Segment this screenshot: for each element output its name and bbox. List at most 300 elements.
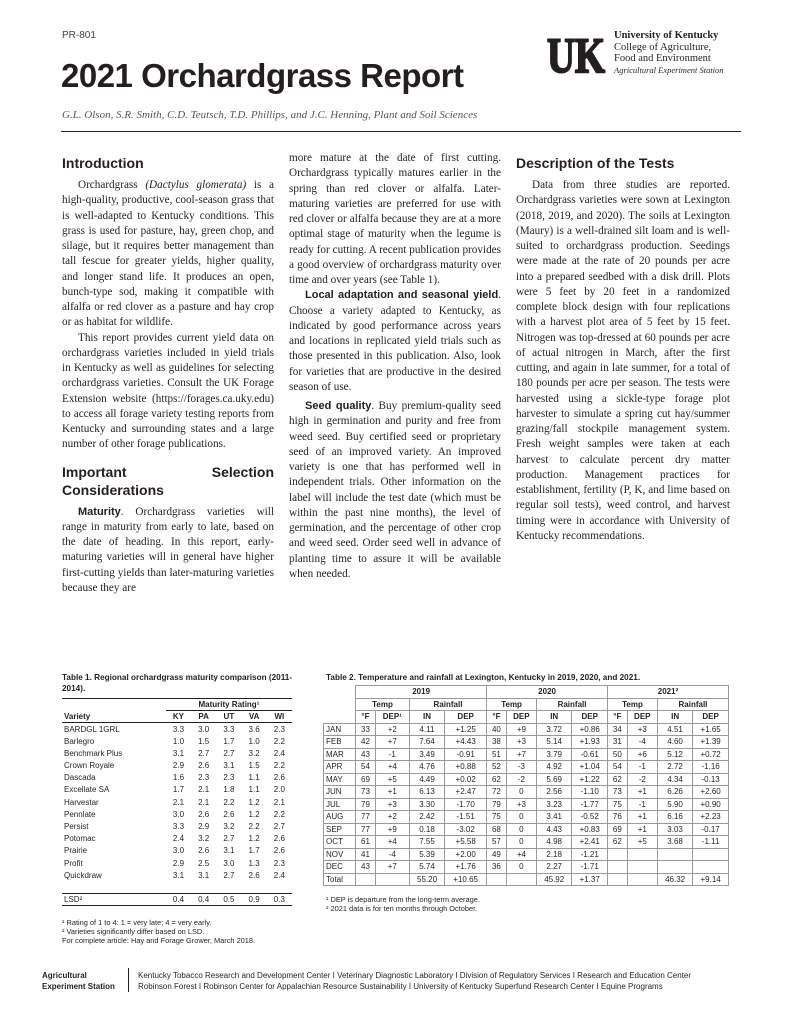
- table-cell: 76: [608, 811, 628, 824]
- intro-paragraph-1: Orchardgrass (Dactylus glomerata) is a high-quality, productive, cool-season grass that is well-adapted to Kentucky conditions. This grass is used for pasture, hay, green chop, and silage, but it requires better management than tall fescue for greater yields, higher quality, and longer stand life. It produces an open, bunch-type sod, making it compatible with alfalfa or red clover as a pasture and hay crop or as habitat for wildlife.: [62, 179, 274, 329]
- maturity-lead: Maturity: [78, 505, 121, 518]
- local-lead: Local adaptation and seasonal yield: [305, 289, 499, 302]
- table-cell: 1.0: [248, 736, 260, 746]
- table-cell: 62: [608, 773, 628, 786]
- header-divider: [61, 131, 741, 132]
- table-cell: 2.2: [273, 736, 285, 746]
- table-cell: 2.3: [273, 858, 285, 868]
- table-cell: 2.42: [409, 811, 444, 824]
- variety-name: Harvestar: [64, 797, 99, 807]
- table-cell: 31: [608, 736, 628, 749]
- table-cell: 1.3: [248, 858, 260, 868]
- table-cell: 2.6: [273, 846, 285, 856]
- table-cell: [506, 873, 536, 886]
- table-cell: 2.2: [223, 797, 235, 807]
- table-cell: 5.74: [409, 861, 444, 874]
- maturity-group-header: Maturity Rating¹: [166, 699, 292, 711]
- maturity-table: [62, 698, 292, 906]
- table-cell: 3.23: [537, 798, 572, 811]
- table-cell: 3.1: [223, 761, 235, 771]
- authors-line: G.L. Olson, S.R. Smith, C.D. Teutsch, T.D. Phillips, and J.C. Henning, Plant and Soil Sciences: [62, 109, 478, 121]
- table-cell: 69: [356, 773, 376, 786]
- table-cell: 3.2: [248, 748, 260, 758]
- table-cell: 43: [356, 861, 376, 874]
- table-cell: 2.6: [198, 761, 210, 771]
- table-cell: +3: [375, 798, 409, 811]
- college-line-1: College of Agriculture,: [614, 41, 712, 53]
- table-cell: -1.21: [572, 848, 608, 861]
- table-cell: 75: [608, 798, 628, 811]
- university-name: University of Kentucky: [614, 30, 719, 41]
- table-cell: 2.9: [198, 821, 210, 831]
- table-cell: +1.65: [693, 723, 729, 736]
- table-cell: +1: [627, 786, 657, 799]
- table-cell: [627, 861, 657, 874]
- table-row: [62, 833, 292, 845]
- sub-header: DEP: [445, 711, 487, 724]
- table-cell: -0.13: [693, 773, 729, 786]
- sub-header: IN: [409, 711, 444, 724]
- table-cell: +1.25: [445, 723, 487, 736]
- table-cell: 2.3: [273, 724, 285, 734]
- table-cell: 2.2: [273, 761, 285, 771]
- table-cell: 1.0: [172, 736, 185, 746]
- table-cell: 79: [487, 798, 507, 811]
- year-header: 2019: [356, 686, 487, 699]
- table-cell: 5.39: [409, 848, 444, 861]
- table-cell: 2.1: [198, 797, 210, 807]
- table-cell: 0: [506, 861, 536, 874]
- lsd-cell: 0.4: [191, 893, 216, 905]
- table-cell: -0.61: [572, 748, 608, 761]
- table-cell: +2.41: [572, 836, 608, 849]
- table-cell: 73: [356, 786, 376, 799]
- table-cell: +1.04: [572, 761, 608, 774]
- table-cell: +7: [506, 748, 536, 761]
- table-cell: 1.6: [172, 773, 185, 783]
- table-cell: 3.2: [198, 834, 210, 844]
- table-cell: +7: [375, 861, 409, 874]
- table-cell: 2.72: [657, 761, 692, 774]
- table-row: [62, 869, 292, 881]
- month-label: NOV: [324, 848, 356, 861]
- variety-name: Potomac: [64, 834, 96, 844]
- table-cell: 2.6: [248, 870, 260, 880]
- table-cell: +3: [506, 798, 536, 811]
- local-adaptation-paragraph: Local adaptation and seasonal yield. Choose a variety adapted to Kentucky, as indicated by good performance across years and locations in replicated yield trials such as those presented in this publication. Also, look for varieties that are productive in the desired season of use.: [289, 289, 501, 393]
- table-cell: 4.76: [409, 761, 444, 774]
- table-cell: 54: [356, 761, 376, 774]
- table-row: [324, 836, 729, 849]
- table-cell: 62: [608, 836, 628, 849]
- table-cell: -4: [627, 736, 657, 749]
- table-cell: +1.93: [572, 736, 608, 749]
- table-cell: 5.14: [537, 736, 572, 749]
- table-cell: 2.6: [198, 809, 210, 819]
- table-cell: 33: [356, 723, 376, 736]
- table-cell: 1.2: [248, 809, 260, 819]
- table-cell: 2.7: [223, 870, 235, 880]
- table1-footnote-2: ² Varieties significantly differ based on LSD.: [62, 927, 205, 936]
- table-row: [62, 759, 292, 771]
- table-cell: -1: [627, 761, 657, 774]
- table-cell: +0.83: [572, 823, 608, 836]
- variety-name: Dascada: [64, 773, 96, 783]
- table-cell: -1.77: [572, 798, 608, 811]
- table-cell: [487, 873, 507, 886]
- table-cell: 77: [356, 823, 376, 836]
- footer-line-1: Kentucky Tobacco Research and Development Center I Veterinary Diagnostic Laboratory I Division of Regulatory Services I Research and Education Center: [138, 971, 692, 980]
- college-line-2: Food and Environment: [614, 53, 711, 64]
- temp-header: Temp: [356, 698, 410, 711]
- footer-programs: [138, 970, 691, 992]
- table-row: [62, 820, 292, 832]
- table-cell: 4.98: [537, 836, 572, 849]
- uk-logo: [547, 27, 606, 83]
- table-cell: 4.49: [409, 773, 444, 786]
- table-cell: 57: [487, 836, 507, 849]
- table-cell: 54: [608, 761, 628, 774]
- variety-name: Crown Royale: [64, 761, 115, 771]
- table-cell: 3.3: [223, 724, 235, 734]
- table-cell: 1.1: [248, 785, 260, 795]
- sub-header: DEP: [627, 711, 657, 724]
- table-cell: 3.3: [172, 821, 185, 831]
- month-label: JAN: [324, 723, 356, 736]
- table-cell: +9: [506, 723, 536, 736]
- table-cell: 2.56: [537, 786, 572, 799]
- table-cell: 2.0: [273, 785, 285, 795]
- variety-name: Excellate SA: [64, 785, 110, 795]
- table-row: [62, 772, 292, 784]
- table-cell: 6.13: [409, 786, 444, 799]
- table-row: [62, 735, 292, 747]
- table-cell: 1.7: [248, 846, 260, 856]
- table-cell: [657, 861, 692, 874]
- table-cell: 73: [608, 786, 628, 799]
- table-row: [62, 808, 292, 820]
- col-header: PA: [191, 711, 216, 723]
- variety-name: Profit: [64, 858, 83, 868]
- table-cell: +3: [506, 736, 536, 749]
- table-cell: 1.5: [198, 736, 210, 746]
- month-label: MAR: [324, 748, 356, 761]
- table-cell: 3.0: [172, 809, 185, 819]
- table-cell: +2.47: [445, 786, 487, 799]
- table-cell: 51: [487, 748, 507, 761]
- sub-header: IN: [537, 711, 572, 724]
- table-cell: 3.3: [172, 724, 185, 734]
- table-row: [324, 861, 729, 874]
- table-cell: 42: [356, 736, 376, 749]
- table-cell: 2.2: [273, 809, 285, 819]
- lsd-cell: 0.9: [242, 893, 267, 905]
- table-cell: 2.7: [223, 748, 235, 758]
- month-label: OCT: [324, 836, 356, 849]
- table-cell: [608, 873, 628, 886]
- footer-station: Agricultural Experiment Station: [42, 971, 115, 991]
- table-cell: +1.39: [693, 736, 729, 749]
- table-cell: 3.0: [172, 846, 185, 856]
- table2-caption: Table 2. Temperature and rainfall at Lexington, Kentucky in 2019, 2020, and 2021.: [326, 673, 641, 682]
- table-cell: 3.1: [223, 846, 235, 856]
- year-header: 2020: [487, 686, 608, 699]
- table-cell: +6: [627, 748, 657, 761]
- footer-line-2: Robinson Forest I Robinson Center for Appalachian Resource Sustainability I University of Kentucky Superfund Research Center I Equine Programs: [138, 982, 663, 991]
- sub-header: °F: [608, 711, 628, 724]
- intro-paragraph-2: This report provides current yield data on orchardgrass varieties included in yield trials in Kentucky as well as guidelines for selecting orchardgrass varieties. Consult the UK Forage Extension website (https://forages.ca.uky.edu) to access all forage variety testing reports from Kentucky and surrounding states and a large number of other forage publications.: [62, 331, 274, 451]
- month-label: APR: [324, 761, 356, 774]
- table-cell: 46.32: [657, 873, 692, 886]
- table-cell: [657, 848, 692, 861]
- table-cell: +0.86: [572, 723, 608, 736]
- table-cell: 0: [506, 823, 536, 836]
- lsd-label: LSD²: [62, 893, 166, 905]
- table-cell: 4.11: [409, 723, 444, 736]
- table-cell: +0.90: [693, 798, 729, 811]
- table-cell: 75: [487, 811, 507, 824]
- table-row: [62, 857, 292, 869]
- table-row: [324, 798, 729, 811]
- table-cell: -1.16: [693, 761, 729, 774]
- station-name: Agricultural Experiment Station: [614, 64, 724, 75]
- table-cell: 3.68: [657, 836, 692, 849]
- weather-table-body: [324, 723, 729, 886]
- table2-footnote-2: ² 2021 data is for ten months through October.: [326, 904, 478, 913]
- table-cell: 2.4: [172, 834, 185, 844]
- variety-name: Quickdraw: [64, 870, 102, 880]
- table-cell: -0.91: [445, 748, 487, 761]
- table-cell: 2.18: [537, 848, 572, 861]
- table-row: [62, 747, 292, 759]
- table-cell: 0: [506, 786, 536, 799]
- table-cell: +1.37: [572, 873, 608, 886]
- table-cell: -1.11: [693, 836, 729, 849]
- lsd-cell: 0.5: [216, 893, 241, 905]
- month-label: JUL: [324, 798, 356, 811]
- sub-header: °F: [487, 711, 507, 724]
- table-cell: [356, 873, 376, 886]
- table-cell: 3.1: [172, 748, 185, 758]
- table-cell: 41: [356, 848, 376, 861]
- table-cell: -1: [627, 798, 657, 811]
- table-cell: -1.70: [445, 798, 487, 811]
- table-row: [324, 723, 729, 736]
- table-cell: +1.22: [572, 773, 608, 786]
- table-cell: 52: [487, 761, 507, 774]
- table-cell: 2.3: [198, 773, 210, 783]
- table-cell: 1.7: [223, 736, 235, 746]
- table-cell: [608, 848, 628, 861]
- heading-selection: Important Selection Considerations: [62, 463, 274, 498]
- col-header: KY: [166, 711, 191, 723]
- table-cell: 2.5: [198, 858, 210, 868]
- table-cell: 3.30: [409, 798, 444, 811]
- col-header: UT: [216, 711, 241, 723]
- footer-divider: [128, 968, 129, 992]
- latin-name: (Dactylus glomerata): [145, 179, 247, 191]
- table-cell: 40: [487, 723, 507, 736]
- table-cell: +7: [375, 736, 409, 749]
- table-row: [62, 796, 292, 808]
- table-cell: +10.65: [445, 873, 487, 886]
- table-cell: 1.1: [248, 773, 260, 783]
- table-cell: 5.12: [657, 748, 692, 761]
- variety-name: Prairie: [64, 846, 88, 856]
- table-cell: -1.71: [572, 861, 608, 874]
- table-cell: +5: [627, 836, 657, 849]
- table-cell: 1.7: [172, 785, 185, 795]
- table-cell: +3: [627, 723, 657, 736]
- maturity-paragraph: Maturity. Orchardgrass varieties will range in maturity from early to late, based on the date of heading. In this report, early-maturing varieties will in general have higher first-cutting yields than later-maturing varieties because they are: [62, 505, 274, 594]
- table-cell: 5.69: [537, 773, 572, 786]
- table-cell: 4.92: [537, 761, 572, 774]
- rain-header: Rainfall: [537, 698, 608, 711]
- university-block: [614, 30, 724, 76]
- column-1: [62, 150, 274, 596]
- table-cell: 1.5: [248, 761, 260, 771]
- month-label: MAY: [324, 773, 356, 786]
- table-cell: 7.64: [409, 736, 444, 749]
- table2-footnote-1: ¹ DEP is departure from the long-term average.: [326, 895, 480, 904]
- table-cell: 2.4: [273, 870, 285, 880]
- table-cell: +2.23: [693, 811, 729, 824]
- table-cell: 3.79: [537, 748, 572, 761]
- col-header: WI: [267, 711, 292, 723]
- table-cell: +2: [375, 723, 409, 736]
- table-row: [324, 848, 729, 861]
- table-row: [62, 784, 292, 796]
- table-cell: 50: [608, 748, 628, 761]
- month-label: AUG: [324, 811, 356, 824]
- table-cell: +9: [375, 823, 409, 836]
- table-cell: 3.0: [223, 858, 235, 868]
- column-2: [289, 151, 501, 582]
- sub-header: DEP: [572, 711, 608, 724]
- sub-header: DEP: [693, 711, 729, 724]
- table1-footnote-3: For complete article: Hay and Forage Grower, March 2018.: [62, 936, 256, 945]
- table-cell: -3: [506, 761, 536, 774]
- column-3: [516, 150, 730, 544]
- table-cell: 4.43: [537, 823, 572, 836]
- maturity-continued: more mature at the date of first cutting. Orchardgrass typically matures earlier in the spring than red clover or alfalfa. Later-maturing varieties are preferred for use with red clover or alfalfa because they are at a more optimal stage of maturity when the legume is ready for cutting. A recent publication provides a good overview of orchardgrass maturity over time and over years (see Table 1).: [289, 152, 501, 286]
- sub-header: IN: [657, 711, 692, 724]
- table-cell: [627, 848, 657, 861]
- table-cell: +2.00: [445, 848, 487, 861]
- lsd-cell: 0.4: [166, 893, 191, 905]
- table-cell: [375, 873, 409, 886]
- table-cell: +4: [506, 848, 536, 861]
- description-paragraph: Data from three studies are reported. Orchardgrass varieties were sown at Lexington (2018, 2019, and 2020). The soils at Lexington (Maury) is a well-drained silt loam and is well-suited to orchardgrass production. Seedings were made at the rate of 20 pounds per acre into a prepared seedbed with a disk drill. Plots were 5 feet by 20 feet in a randomized complete block design with four replications with a harvest plot area of 5 feet by 15 feet. Nitrogen was top-dressed at 60 pounds per acre of actual nitrogen in March, after the first cutting, and again in late summer, for a total of 180 pounds per acre per season. The tests were harvested using a sickle-type forage plot harvester to simulate a spring cut hay/summer grazing/fall stockpile management system. Fresh weight samples were taken at each harvest to calculate percent dry matter production. Management practices for establishment, fertility (P, K, and lime based on regular soil tests), weed control, and harvest timing were in accordance with University of Kentucky recommendations.: [516, 179, 730, 542]
- table1-caption: Table 1. Regional orchardgrass maturity comparison (2011-2014).: [62, 673, 293, 693]
- table-cell: 36: [487, 861, 507, 874]
- table-cell: +4: [375, 836, 409, 849]
- table-cell: 55.20: [409, 873, 444, 886]
- table-cell: 62: [487, 773, 507, 786]
- month-label: FEB: [324, 736, 356, 749]
- table-cell: 2.7: [223, 834, 235, 844]
- table-row: [324, 786, 729, 799]
- uk-logo-text: UK: [547, 27, 606, 83]
- maturity-table-body: [62, 723, 292, 906]
- table-cell: 2.6: [273, 834, 285, 844]
- table-cell: -0.52: [572, 811, 608, 824]
- table-cell: 2.1: [198, 785, 210, 795]
- variety-name: Benchmark Plus: [64, 748, 123, 758]
- month-label: DEC: [324, 861, 356, 874]
- table-cell: 2.9: [172, 761, 185, 771]
- table-cell: 2.1: [172, 797, 185, 807]
- table1-footnotes: [62, 918, 255, 945]
- publication-code: PR-801: [62, 30, 96, 41]
- seed-lead: Seed quality: [305, 400, 372, 412]
- table-cell: 38: [487, 736, 507, 749]
- col-header: VA: [242, 711, 267, 723]
- month-label: Total: [324, 873, 356, 886]
- variety-name: BARDGL 1GRL: [64, 724, 120, 734]
- table-cell: 6.16: [657, 811, 692, 824]
- table-cell: +0.88: [445, 761, 487, 774]
- table-cell: [627, 873, 657, 886]
- table-cell: -0.17: [693, 823, 729, 836]
- table-cell: +2.60: [693, 786, 729, 799]
- table-cell: +2: [375, 811, 409, 824]
- table-cell: [608, 861, 628, 874]
- sub-header: DEP: [506, 711, 536, 724]
- table-row: [324, 811, 729, 824]
- table-cell: 2.7: [273, 821, 285, 831]
- table-cell: +9.14: [693, 873, 729, 886]
- table-cell: 77: [356, 811, 376, 824]
- temp-header: Temp: [487, 698, 537, 711]
- table-cell: 79: [356, 798, 376, 811]
- table-cell: 4.51: [657, 723, 692, 736]
- table-cell: 0.18: [409, 823, 444, 836]
- rain-header: Rainfall: [657, 698, 728, 711]
- table-cell: 49: [487, 848, 507, 861]
- table-cell: +0.02: [445, 773, 487, 786]
- table-cell: 3.1: [172, 870, 185, 880]
- seed-quality-paragraph: Seed quality. Buy premium-quality seed high in germination and purity and free from weed seed. Buy certified seed or proprietary seed of an improved variety. An improved variety is one that has performed well in independent trials. Other information on the label will include the test date (which must be within the past nine months), the level of germination, and the percentage of other crop and weed seed. Order seed well in advance of planting time to assure it will be available when needed.: [289, 400, 502, 580]
- table-cell: 7.55: [409, 836, 444, 849]
- table-cell: 2.6: [198, 846, 210, 856]
- table-cell: 3.49: [409, 748, 444, 761]
- variety-name: Pennlate: [64, 809, 96, 819]
- table-cell: 1.2: [248, 834, 260, 844]
- table-cell: -1.10: [572, 786, 608, 799]
- table-cell: 2.9: [172, 858, 185, 868]
- table-cell: 4.60: [657, 736, 692, 749]
- lsd-cell: 0.3: [267, 893, 292, 905]
- heading-introduction: Introduction: [62, 155, 144, 171]
- table-cell: 6.26: [657, 786, 692, 799]
- table-row: [62, 723, 292, 735]
- table-cell: 61: [356, 836, 376, 849]
- table-cell: 68: [487, 823, 507, 836]
- sub-header: DEP¹: [375, 711, 409, 724]
- table-row: [324, 761, 729, 774]
- weather-table: [323, 685, 729, 886]
- month-label: SEP: [324, 823, 356, 836]
- table-cell: 1.2: [248, 797, 260, 807]
- table-cell: +1: [627, 811, 657, 824]
- table-row: [324, 773, 729, 786]
- year-header: 2021²: [608, 686, 729, 699]
- table-cell: 72: [487, 786, 507, 799]
- variety-name: Barlegro: [64, 736, 95, 746]
- table-cell: -1.51: [445, 811, 487, 824]
- page-title: 2021 Orchardgrass Report: [61, 57, 464, 94]
